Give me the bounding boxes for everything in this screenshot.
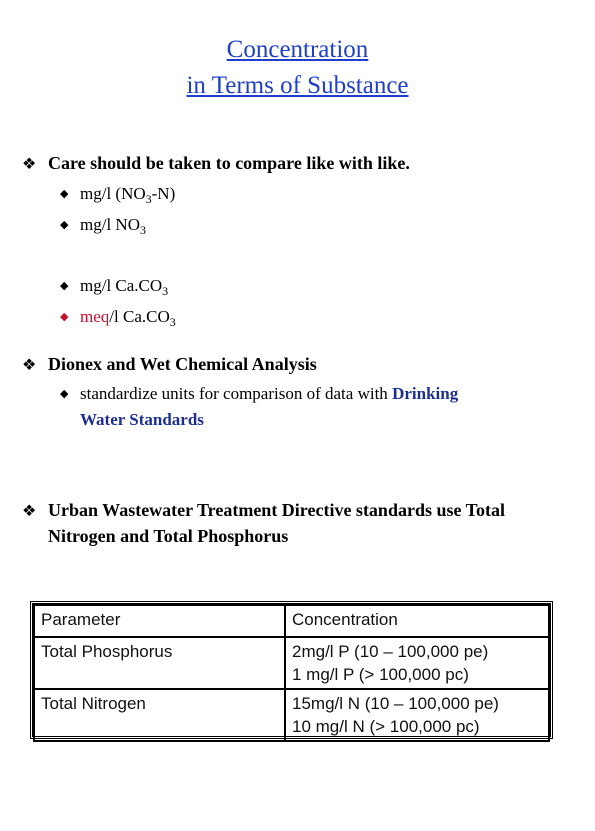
diamond-star-icon: ❖ [22,156,37,173]
list-item: ◆ mg/l $Ca.CO_3$ [60,276,169,298]
section-3-text-line-1: Urban Wastewater Treatment Directive standards use Total [48,500,505,520]
section-1-text: Care should be taken to compare like with like. [48,153,410,173]
table-cell: Total Phosphorus [34,637,285,689]
section-2-text: Dionex and Wet Chemical Analysis [48,354,317,374]
table-header-cell: Parameter [34,605,285,637]
table-row [34,689,549,741]
page-title [0,32,595,104]
table-row [34,637,549,689]
title-line-2: in Terms of Substance [186,72,409,99]
small-diamond-icon: ◆ [60,311,69,323]
table-cell: Total Nitrogen [34,689,285,741]
section-1 [22,150,410,178]
section-3-text-line-2: Nitrogen and Total Phosphorus [48,526,289,546]
list-item: ◆ meq/l $Ca.CO_3$ [60,307,176,329]
section-2 [22,351,317,379]
list-item: ◆ mg/l $NO_3$ [60,215,146,237]
standards-table [30,601,553,739]
table-header-cell: Concentration [285,605,549,637]
section-3 [22,497,505,525]
small-diamond-icon: ◆ [60,188,69,200]
list-item: ◆ standardize units for comparison of data with Drinking [60,381,458,407]
small-diamond-icon: ◆ [60,280,69,292]
section-3-continuation [48,523,288,549]
table-cell: 2mg/l P (10 – 100,000 pe) 1 mg/l P (> 100,000 pc) [285,637,549,689]
table-cell: 15mg/l N (10 – 100,000 pe) 10 mg/l N (> 100,000 pc) [285,689,549,741]
diamond-star-icon: ❖ [22,357,37,374]
list-item: ◆ mg/l $(NO_3-N)$ [60,184,176,206]
small-diamond-icon: ◆ [60,219,69,231]
diamond-star-icon: ❖ [22,503,37,520]
small-diamond-icon: ◆ [60,388,69,400]
table-header-row [34,605,549,637]
list-item-continuation: Water Standards [80,410,204,429]
title-line-1: Concentration [226,36,369,63]
